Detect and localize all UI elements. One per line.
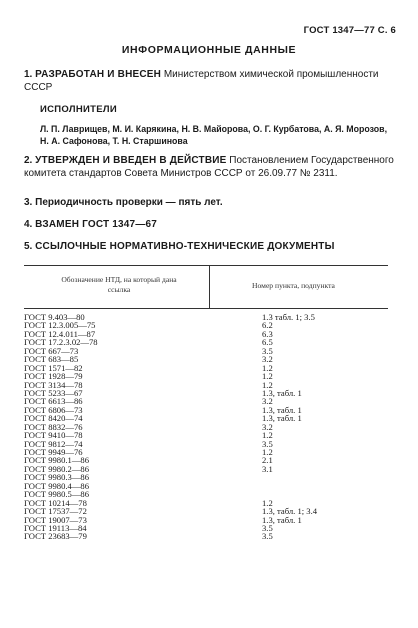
section-number: 1. bbox=[24, 69, 33, 80]
section-approved bbox=[24, 155, 394, 180]
section-number: 5. bbox=[24, 241, 33, 252]
document-designation: ГОСТ 8832—76 bbox=[24, 421, 83, 432]
column-header-document: Обозначение НТД, на который дана ссылка bbox=[61, 275, 177, 294]
reference-table bbox=[24, 265, 388, 541]
document-designation: ГОСТ 1571—82 bbox=[24, 362, 83, 373]
clause-number: 3.2 bbox=[262, 421, 273, 432]
clause-number: 3.5 bbox=[262, 522, 273, 533]
section-review-period bbox=[24, 197, 394, 210]
table-header bbox=[24, 265, 388, 309]
document-designation: ГОСТ 9980.1—86 bbox=[24, 455, 90, 466]
page-title: ИНФОРМАЦИОННЫЕ ДАННЫЕ bbox=[121, 44, 297, 56]
document-designation: ГОСТ 9980.4—86 bbox=[24, 480, 90, 491]
section-developed bbox=[24, 69, 394, 94]
table-row bbox=[24, 532, 388, 540]
document-designation: ГОСТ 9980.5—86 bbox=[24, 489, 90, 500]
table-row bbox=[24, 338, 388, 346]
clause-number: 1.3, табл. 1 bbox=[262, 514, 302, 525]
document-designation: ГОСТ 9949—76 bbox=[24, 447, 83, 457]
section-caps: УТВЕРЖДЕН И ВВЕДЕН В ДЕЙСТВИЕ bbox=[35, 155, 227, 166]
clause-number: 2.1 bbox=[262, 455, 273, 466]
clause-number: 6.5 bbox=[262, 337, 273, 348]
document-designation: ГОСТ 10214—78 bbox=[24, 497, 87, 508]
document-designation: ГОСТ 19007—73 bbox=[24, 514, 87, 525]
clause-number: 1.3, табл. 1; 3.4 bbox=[262, 506, 318, 517]
clause-number: 1.3, табл. 1 bbox=[262, 404, 302, 415]
document-designation: ГОСТ 9.403—80 bbox=[24, 312, 85, 322]
section-text: Министерством химической промышленности СССР bbox=[24, 69, 379, 93]
document-designation: ГОСТ 9410—78 bbox=[24, 430, 83, 441]
page-header: ГОСТ 1347—77 С. 6 bbox=[303, 25, 396, 36]
clause-number: 1.2 bbox=[262, 497, 273, 508]
section-number: 4. bbox=[24, 219, 33, 230]
document-designation: ГОСТ 17537—72 bbox=[24, 506, 87, 517]
clause-number: 1.2 bbox=[262, 362, 273, 373]
document-designation: ГОСТ 1928—79 bbox=[24, 371, 83, 382]
document-designation: ГОСТ 12.4.011—87 bbox=[24, 328, 96, 339]
clause-number: 3.5 bbox=[262, 531, 273, 542]
clause-number: 1.2 bbox=[262, 379, 273, 390]
section-text: Периодичность проверки — пять лет. bbox=[35, 197, 223, 208]
column-header-clause: Номер пункта, подпункта bbox=[252, 281, 335, 290]
document-designation: ГОСТ 9980.2—86 bbox=[24, 463, 90, 474]
clause-number: 1.2 bbox=[262, 447, 273, 457]
table-row bbox=[24, 347, 388, 355]
section-references bbox=[24, 241, 394, 254]
clause-number: 3.2 bbox=[262, 354, 273, 365]
section-text: Постановлением Государственного комитета стандартов Совета Министров СССР от 26.09.77 № 2311. bbox=[24, 155, 394, 179]
clause-number: 3.5 bbox=[262, 438, 273, 449]
section-caps: ССЫЛОЧНЫЕ НОРМАТИВНО-ТЕХНИЧЕСКИЕ ДОКУМЕНТЫ bbox=[35, 241, 335, 252]
document-designation: ГОСТ 17.2.3.02—78 bbox=[24, 337, 98, 348]
clause-number: 6.3 bbox=[262, 328, 273, 339]
column-divider bbox=[209, 266, 210, 308]
clause-number: 3.5 bbox=[262, 345, 273, 356]
document-designation: ГОСТ 23683—79 bbox=[24, 531, 87, 542]
clause-number: 3.2 bbox=[262, 396, 273, 407]
document-designation: ГОСТ 8420—74 bbox=[24, 413, 83, 424]
section-number: 3. bbox=[24, 197, 33, 208]
document-designation: ГОСТ 9980.3—86 bbox=[24, 472, 90, 483]
section-caps: РАЗРАБОТАН И ВНЕСЕН bbox=[35, 69, 162, 80]
clause-number: 1.2 bbox=[262, 371, 273, 382]
document-designation: ГОСТ 9812—74 bbox=[24, 438, 83, 449]
section-number: 2. bbox=[24, 155, 33, 166]
section-caps: ВЗАМЕН ГОСТ 1347—67 bbox=[35, 219, 158, 230]
executors-heading: ИСПОЛНИТЕЛИ bbox=[40, 104, 117, 115]
document-designation: ГОСТ 6613—86 bbox=[24, 396, 83, 407]
clause-number: 1.3, табл. 1 bbox=[262, 413, 302, 424]
section-replaces bbox=[24, 219, 394, 232]
table-body bbox=[24, 313, 388, 541]
executors-list: Л. П. Лаврищев, М. И. Карякина, Н. В. Майорова, О. Г. Курбатова, А. Я. Морозов, Н. А. Сафонова, Т. Н. Старшинова bbox=[40, 124, 388, 146]
clause-number: 6.2 bbox=[262, 320, 273, 331]
clause-number: 3.1 bbox=[262, 463, 273, 474]
document-designation: ГОСТ 12.3.005—75 bbox=[24, 320, 96, 331]
document-designation: ГОСТ 683—85 bbox=[24, 354, 79, 365]
document-designation: ГОСТ 667—73 bbox=[24, 345, 79, 356]
document-designation: ГОСТ 3134—78 bbox=[24, 379, 83, 390]
clause-number: 1.3 табл. 1; 3.5 bbox=[262, 312, 315, 322]
document-designation: ГОСТ 6806—73 bbox=[24, 404, 83, 415]
clause-number: 1.2 bbox=[262, 430, 273, 441]
clause-number: 1.3, табл. 1 bbox=[262, 387, 302, 398]
document-designation: ГОСТ 19113—84 bbox=[24, 522, 87, 533]
document-designation: ГОСТ 5233—67 bbox=[24, 387, 83, 398]
